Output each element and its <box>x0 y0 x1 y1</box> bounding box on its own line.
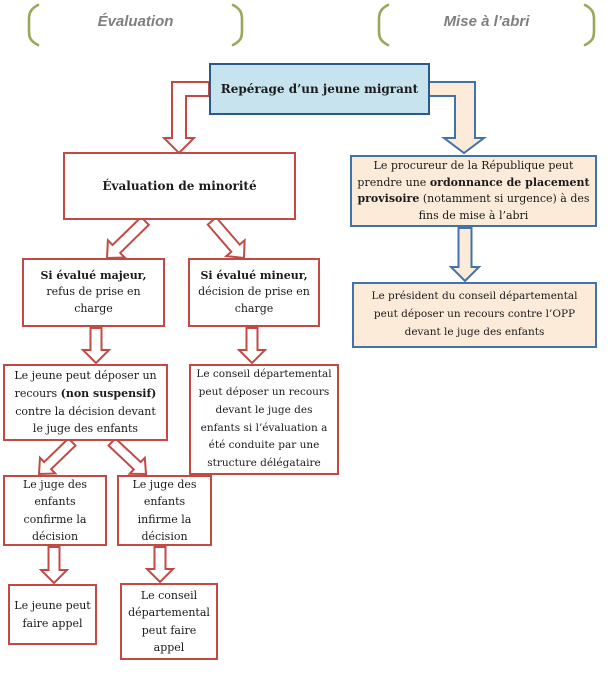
box-conseil-departemental-recours <box>189 364 339 475</box>
arrow-evaluation-to-majeur <box>107 217 149 258</box>
arrow-recours-to-confirme <box>39 438 76 474</box>
arrow-mineur-to-cd-recours <box>239 328 265 363</box>
box-jeune-appel <box>8 584 97 645</box>
box-evaluation-minorite <box>63 152 296 220</box>
arrow-procureur-to-president <box>451 228 479 281</box>
box-juge-infirme <box>117 475 212 546</box>
box-reperage-text: Repérage d’un jeune migrant <box>220 82 419 96</box>
arrow-infirme-to-cd-appel <box>147 547 173 582</box>
box-si-evalue-mineur <box>188 258 320 327</box>
bracket-evaluation-close <box>233 5 242 45</box>
section-title-evaluation: Évaluation <box>97 13 174 30</box>
box-si-evalue-majeur-text: Si évalué majeur, refus de prise en charge <box>40 268 147 315</box>
box-president-recours-opp-text: Le président du conseil départemental peut déposer un recours contre l’OPP devant le juge des enfants <box>371 290 578 338</box>
arrow-reperage-to-procureur <box>429 82 484 153</box>
box-president-recours-opp <box>352 282 597 348</box>
box-jeune-recours-text: Le jeune peut déposer un recours (non suspensif) contre la décision devant le juge des enfants <box>14 368 157 436</box>
box-juge-confirme <box>3 475 107 546</box>
box-evaluation-minorite-text: Évaluation de minorité <box>102 179 257 193</box>
box-conseil-departemental-appel <box>120 583 218 660</box>
box-si-evalue-mineur-text: Si évalué mineur, décision de prise en charge <box>198 268 310 315</box>
bracket-abri-open <box>379 5 388 45</box>
box-jeune-recours <box>3 364 168 441</box>
box-juge-infirme-text: Le juge des enfants infirme la décision <box>132 478 197 543</box>
arrow-reperage-to-evaluation <box>164 82 209 153</box>
bracket-evaluation-open <box>29 5 38 45</box>
box-jeune-appel-text: Le jeune peut faire appel <box>14 599 91 630</box>
section-title-mise-a-l-abri: Mise à l’abri <box>443 13 530 30</box>
arrow-evaluation-to-mineur <box>208 217 245 258</box>
box-procureur-opp <box>350 155 597 227</box>
box-juge-confirme-text: Le juge des enfants confirme la décision <box>22 478 88 543</box>
arrow-confirme-to-appel <box>41 547 67 583</box>
box-reperage-jeune-migrant <box>209 63 430 115</box>
box-procureur-opp-text: Le procureur de la République peut prendre une ordonnance de placement provisoire (notamment si urgence) à des fins de mise à l’abri <box>357 159 590 222</box>
bracket-abri-close <box>585 5 594 45</box>
arrow-majeur-to-recours <box>83 328 109 363</box>
box-si-evalue-majeur <box>22 258 165 327</box>
box-conseil-departemental-appel-text: Le conseil départemental peut faire appel <box>128 589 210 654</box>
arrow-recours-to-infirme <box>109 438 146 474</box>
box-conseil-departemental-recours-text: Le conseil départemental peut déposer un recours devant le juge des enfants si l’évaluation a été conduite par une structure délégataire <box>196 367 332 470</box>
